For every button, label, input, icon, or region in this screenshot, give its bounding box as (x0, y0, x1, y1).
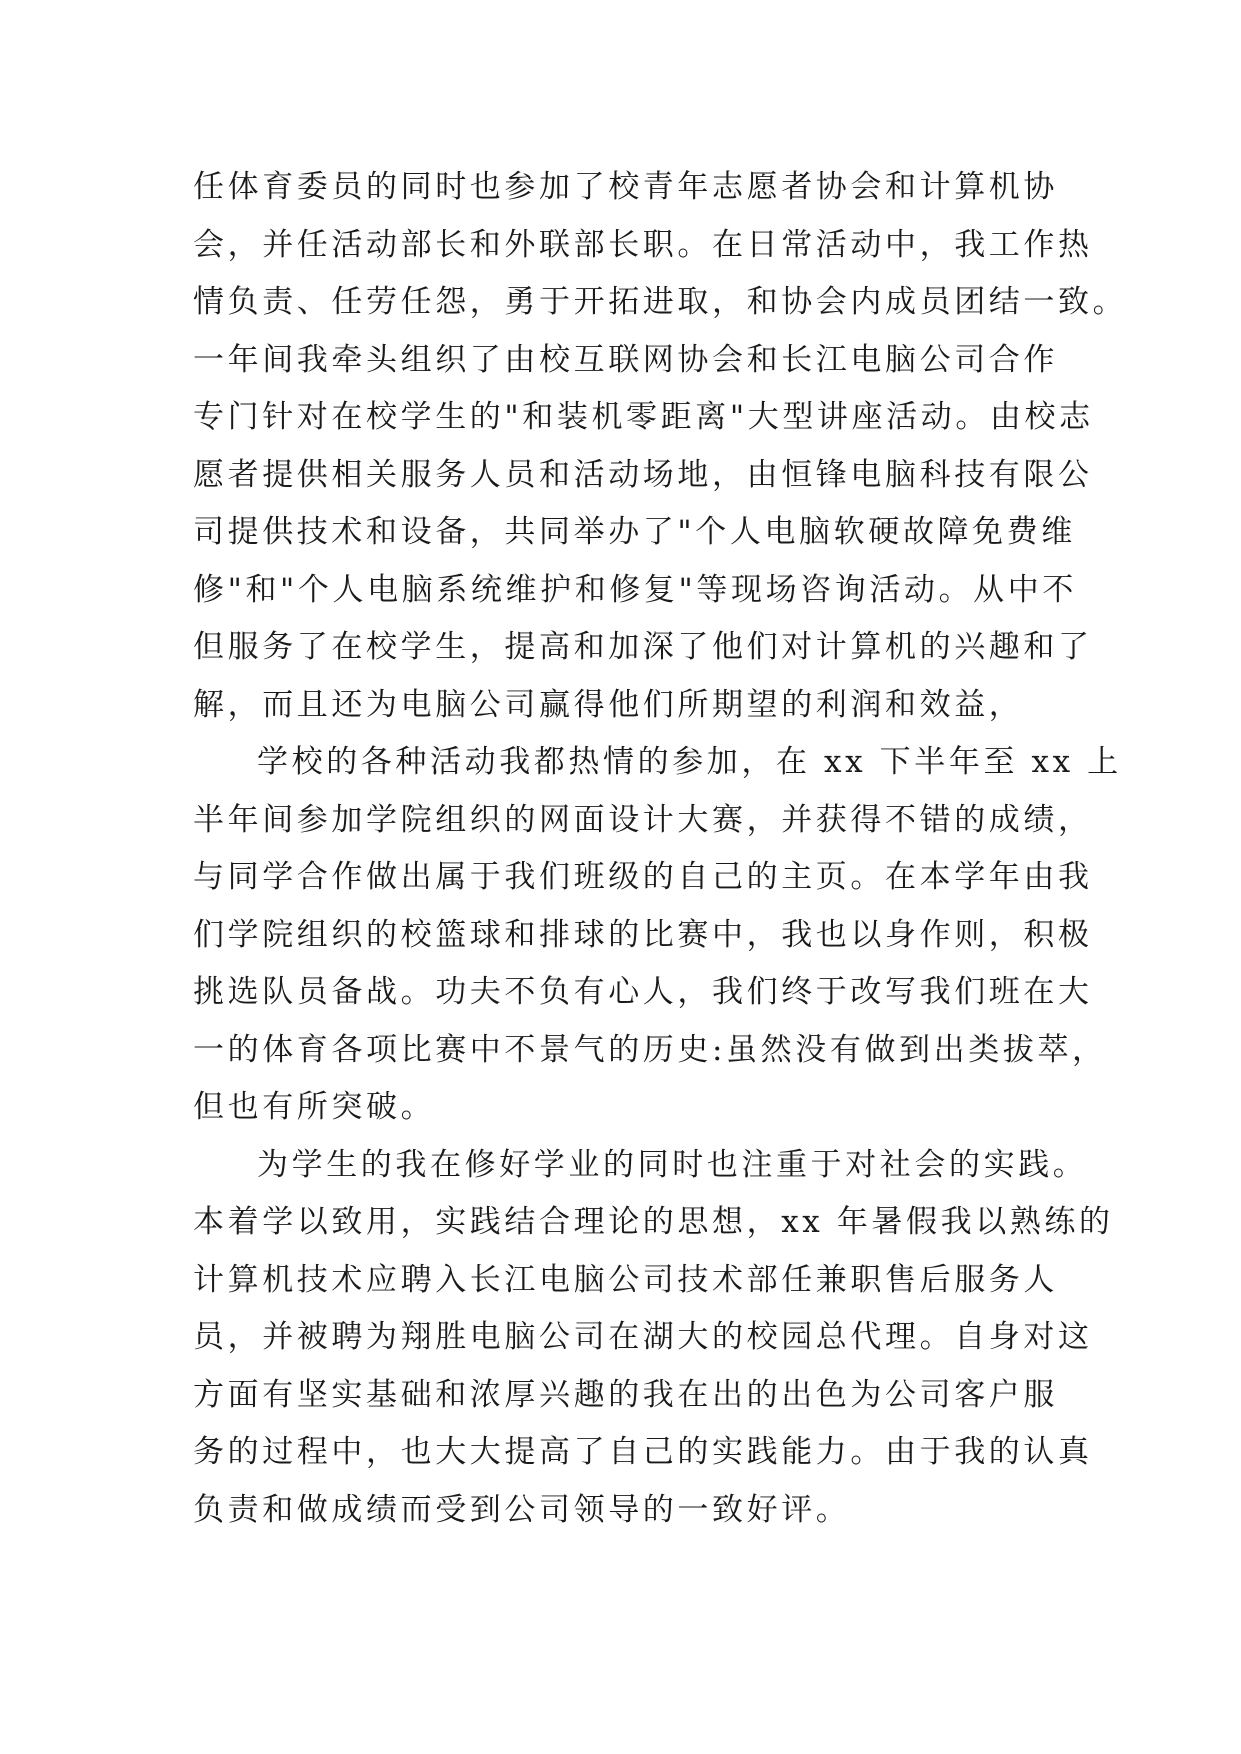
text-line: 解，而且还为电脑公司赢得他们所期望的利润和效益， (193, 686, 1024, 723)
text-line: 情负责、任劳任怨，勇于开拓进取，和协会内成员团结一致。 (193, 284, 1128, 320)
paragraph-1 (193, 159, 1128, 734)
text-line: 务的过程中，也大大提高了自己的实践能力。由于我的认真 (193, 1434, 1093, 1470)
text-line: 司提供技术和设备，共同举办了"个人电脑软硬故障免费维 (193, 514, 1076, 550)
text-line: 但也有所突破。 (193, 1089, 436, 1125)
text-line: 半年间参加学院组织的网面设计大赛，并获得不错的成绩， (193, 801, 1093, 838)
text-line: 任体育委员的同时也参加了校青年志愿者协会和计算机协 (193, 169, 1058, 205)
text-line: 负责和做成绩而受到公司领导的一致好评。 (193, 1491, 851, 1528)
text-line: 员，并被聘为翔胜电脑公司在湖大的校园总代理。自身对这 (193, 1319, 1093, 1355)
text-line: 们学院组织的校篮球和排球的比赛中，我也以身作则，积极 (193, 916, 1093, 953)
text-line: 学校的各种活动我都热情的参加，在 xx 下半年至 xx 上 (257, 744, 1122, 780)
text-line: 计算机技术应聘入长江电脑公司技术部任兼职售后服务人 (193, 1261, 1058, 1298)
paragraph-3 (193, 1137, 1114, 1540)
text-line: 修"和"个人电脑系统维护和修复"等现场咨询活动。从中不 (193, 571, 1077, 608)
document-body (193, 159, 1128, 1539)
text-line: 方面有坚实基础和浓厚兴趣的我在出的出色为公司客户服 (193, 1376, 1058, 1413)
text-line: 愿者提供相关服务人员和活动场地，由恒锋电脑科技有限公 (193, 456, 1093, 493)
text-line: 专门针对在校学生的"和装机零距离"大型讲座活动。由校志 (193, 399, 1094, 435)
text-line: 一年间我牵头组织了由校互联网协会和长江电脑公司合作 (193, 341, 1058, 378)
text-line: 但服务了在校学生，提高和加深了他们对计算机的兴趣和了 (193, 629, 1093, 665)
paragraph-2 (193, 734, 1122, 1137)
text-line: 本着学以致用，实践结合理论的思想，xx 年暑假我以熟练的 (193, 1204, 1114, 1240)
text-line: 一的体育各项比赛中不景气的历史:虽然没有做到出类拔萃， (193, 1031, 1107, 1068)
text-line: 会，并任活动部长和外联部长职。在日常活动中，我工作热 (193, 226, 1093, 263)
text-line: 挑选队员备战。功夫不负有心人，我们终于改写我们班在大 (193, 974, 1093, 1010)
text-line: 与同学合作做出属于我们班级的自己的主页。在本学年由我 (193, 859, 1093, 895)
text-line: 为学生的我在修好学业的同时也注重于对社会的实践。 (257, 1146, 1088, 1183)
